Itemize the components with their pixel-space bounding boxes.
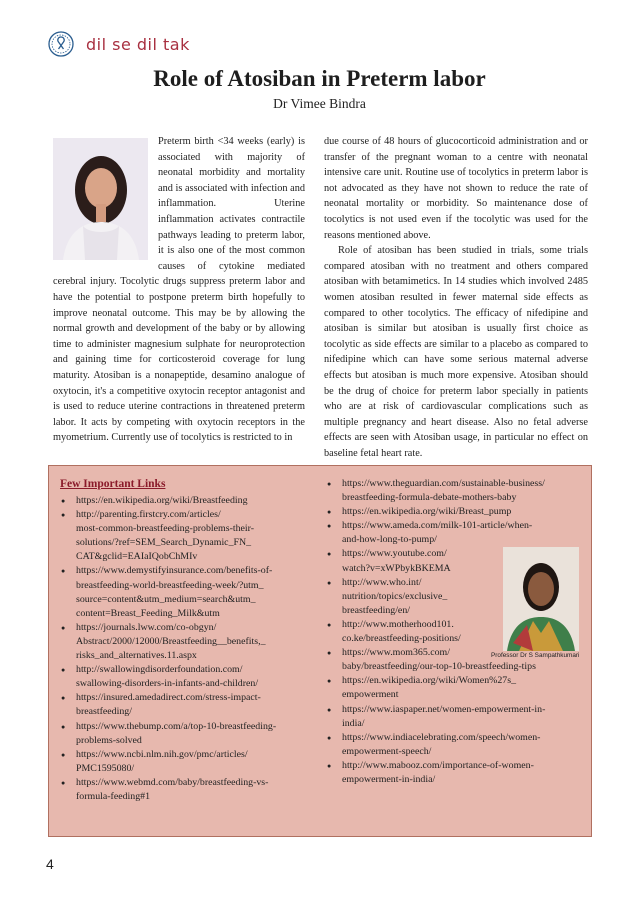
link-text[interactable]: https://www.theguardian.com/sustainable-business/: [342, 478, 545, 489]
link-text[interactable]: http://www.who.int/: [342, 576, 422, 588]
link-text[interactable]: india/: [342, 717, 365, 729]
link-text[interactable]: swallowing-disorders-in-infants-and-children/: [76, 678, 259, 690]
link-text[interactable]: PMC1595080/: [76, 762, 135, 774]
link-text[interactable]: breastfeeding-formula-debate-mothers-baby: [342, 492, 517, 504]
link-text[interactable]: empowerment: [342, 689, 399, 701]
page-number: 4: [46, 856, 54, 872]
link-text[interactable]: co.ke/breastfeeding-positions/: [342, 633, 461, 645]
link-text[interactable]: https://www.iaspaper.net/women-empowerment-in-: [342, 703, 546, 715]
link-text[interactable]: https://www.ameda.com/milk-101-article/when-: [342, 520, 533, 532]
professor-caption: Professor Dr S Sampathkumari: [491, 652, 580, 659]
professor-photo: [503, 547, 579, 651]
article-author: Dr Vimee Bindra: [273, 96, 366, 111]
article-title: Role of Atosiban in Preterm labor: [153, 66, 486, 91]
link-item[interactable]: [60, 776, 310, 804]
link-text[interactable]: empowerment-in-india/: [342, 773, 436, 785]
link-text[interactable]: https://www.thebump.com/a/top-10-breastfeeding-: [76, 720, 277, 732]
article-right-column: [324, 134, 588, 461]
link-item[interactable]: [326, 731, 588, 759]
author-photo: [53, 138, 148, 260]
ribbon-seal-icon: [48, 31, 74, 57]
link-text[interactable]: formula-feeding#1: [76, 790, 151, 802]
article-paragraph: Role of atosiban has been studied in trials, some trials compared atosiban with no treatment and others compared atosiban with betamimetics. In 14 studies which involved 2485 women atosiban resulted in fewer maternal side effects as compared to other tocolytics. The efficacy of nifedipine and atosiban is similar but atosiban is usually first choice as tocolytic as side effects are similar to a placebo as compared to nifedipine which can have some serious maternal adverse effects but atosiban is much more expensive. Atosiban should be the drug of choice for preterm labor specially in patients who are at risk of cardiovascular complications such as multiple pregnancy and heart disease. Also no fetal adverse effects are seen with Atosiban usage, in particular no effect on baseline fetal heart rate.: [324, 245, 588, 459]
link-text[interactable]: watch?v=xWPbykBKEMA: [342, 562, 451, 574]
link-item[interactable]: [60, 691, 310, 719]
link-text[interactable]: risks_and_alternatives.11.aspx: [76, 650, 197, 662]
link-item[interactable]: [60, 748, 310, 776]
link-text[interactable]: https://en.wikipedia.org/wiki/Women%27s_: [342, 675, 517, 687]
link-text[interactable]: empowerment-speech/: [342, 745, 432, 757]
link-text[interactable]: breastfeeding/en/: [342, 604, 410, 616]
link-text[interactable]: source=content&utm_medium=search&utm_: [76, 593, 256, 605]
link-text[interactable]: baby/breastfeeding/our-top-10-breastfeeding-tips: [342, 661, 536, 673]
link-text[interactable]: https://www.webmd.com/baby/breastfeeding-vs-: [76, 776, 269, 788]
link-text[interactable]: breastfeeding-world-breastfeeding-week/?utm_: [76, 579, 264, 591]
link-text[interactable]: https://www.ncbi.nlm.nih.gov/pmc/articles/: [76, 748, 248, 760]
link-item[interactable]: [326, 759, 588, 787]
link-text[interactable]: most-common-breastfeeding-problems-their-: [76, 523, 255, 535]
link-text[interactable]: http://www.motherhood101.: [342, 618, 454, 630]
link-text[interactable]: problems-solved: [76, 734, 142, 746]
link-text[interactable]: https://www.youtube.com/: [342, 548, 447, 560]
link-item[interactable]: [326, 477, 588, 505]
link-text[interactable]: nutrition/topics/exclusive_: [342, 590, 448, 602]
link-item[interactable]: [326, 703, 588, 731]
article-paragraph: due course of 48 hours of glucocorticoid administration and or transfer of the pregnant woman to a centre with neonatal intensive care unit. Routine use of tocolytics in preterm labor is not advocated as they have not shown to reduce the rate of neonatal mortality or morbidity. So maintenance dose of tocolytics is not used even if the tocolytic was used for the reasons mentioned above.: [324, 136, 588, 241]
link-text[interactable]: https://www.indiacelebrating.com/speech/women-: [342, 731, 541, 743]
page-header: [48, 30, 190, 58]
links-title: Few Important Links: [60, 478, 166, 490]
link-text[interactable]: content=Breast_Feeding_Milk&utm: [76, 607, 220, 619]
link-text[interactable]: breastfeeding/: [76, 706, 132, 718]
link-text[interactable]: https://www.mom365.com/: [342, 647, 450, 659]
link-text[interactable]: https://journals.lww.com/co-obgyn/: [76, 621, 217, 633]
link-text[interactable]: and-how-long-to-pump/: [342, 534, 437, 546]
link-text[interactable]: https://insured.amedadirect.com/stress-impact-: [76, 692, 261, 704]
article-left-column: [53, 134, 305, 446]
header-brand: dil se dil tak: [86, 34, 190, 54]
link-text[interactable]: http://swallowingdisorderfoundation.com/: [76, 664, 243, 676]
link-text[interactable]: https://www.demystifyinsurance.com/benefits-of-: [76, 565, 273, 577]
link-item[interactable]: [60, 508, 310, 564]
link-item[interactable]: [60, 564, 310, 620]
link-item[interactable]: [60, 494, 310, 508]
link-text[interactable]: CAT&gclid=EAIaIQobChMIv: [76, 551, 198, 563]
link-text[interactable]: solutions/?ref=SEM_Search_Dynamic_FN_: [76, 537, 252, 549]
link-item[interactable]: [60, 720, 310, 748]
link-text[interactable]: https://en.wikipedia.org/wiki/Breast_pump: [342, 506, 512, 518]
article-left-text: Preterm birth <34 weeks (early) is associated with majority of neonatal morbidity and mortality and is associated with infection and inflammation. Uterine inflammation activates contractile pathways leading to preterm labor, it is also one of the most common causes of cytokine mediated cerebral injury. Tocolytic drugs suppress preterm labor and have the potential to postpone preterm birth hopefully to improve neonatal outcome. This may be by allowing the normal growth and development of the baby or by allowing time to administer magnesium sulphate for neuroprotection and gaining time for corticosteroid coverage for lung maturity. Atosiban is a nonapeptide, desamino analogue of oxytocin, it's a competitive oxytocin receptor antagonist and is used to reduce uterine contractions in threatened preterm labor. It acts by competing with oxytocin receptors in the myometrium. Currently use of tocolytics is restricted to in: [53, 136, 305, 444]
link-item[interactable]: [326, 674, 588, 702]
link-text[interactable]: Abstract/2000/12000/Breastfeeding__benefits,_: [76, 635, 266, 647]
link-item[interactable]: [60, 621, 310, 663]
link-item[interactable]: [326, 505, 588, 519]
links-list-left: [60, 494, 310, 804]
link-text[interactable]: http://parenting.firstcry.com/articles/: [76, 509, 221, 521]
link-item[interactable]: [60, 663, 310, 691]
link-text[interactable]: https://en.wikipedia.org/wiki/Breastfeeding: [76, 495, 248, 506]
link-item[interactable]: [326, 519, 588, 547]
link-text[interactable]: http://www.mabooz.com/importance-of-women-: [342, 759, 534, 771]
